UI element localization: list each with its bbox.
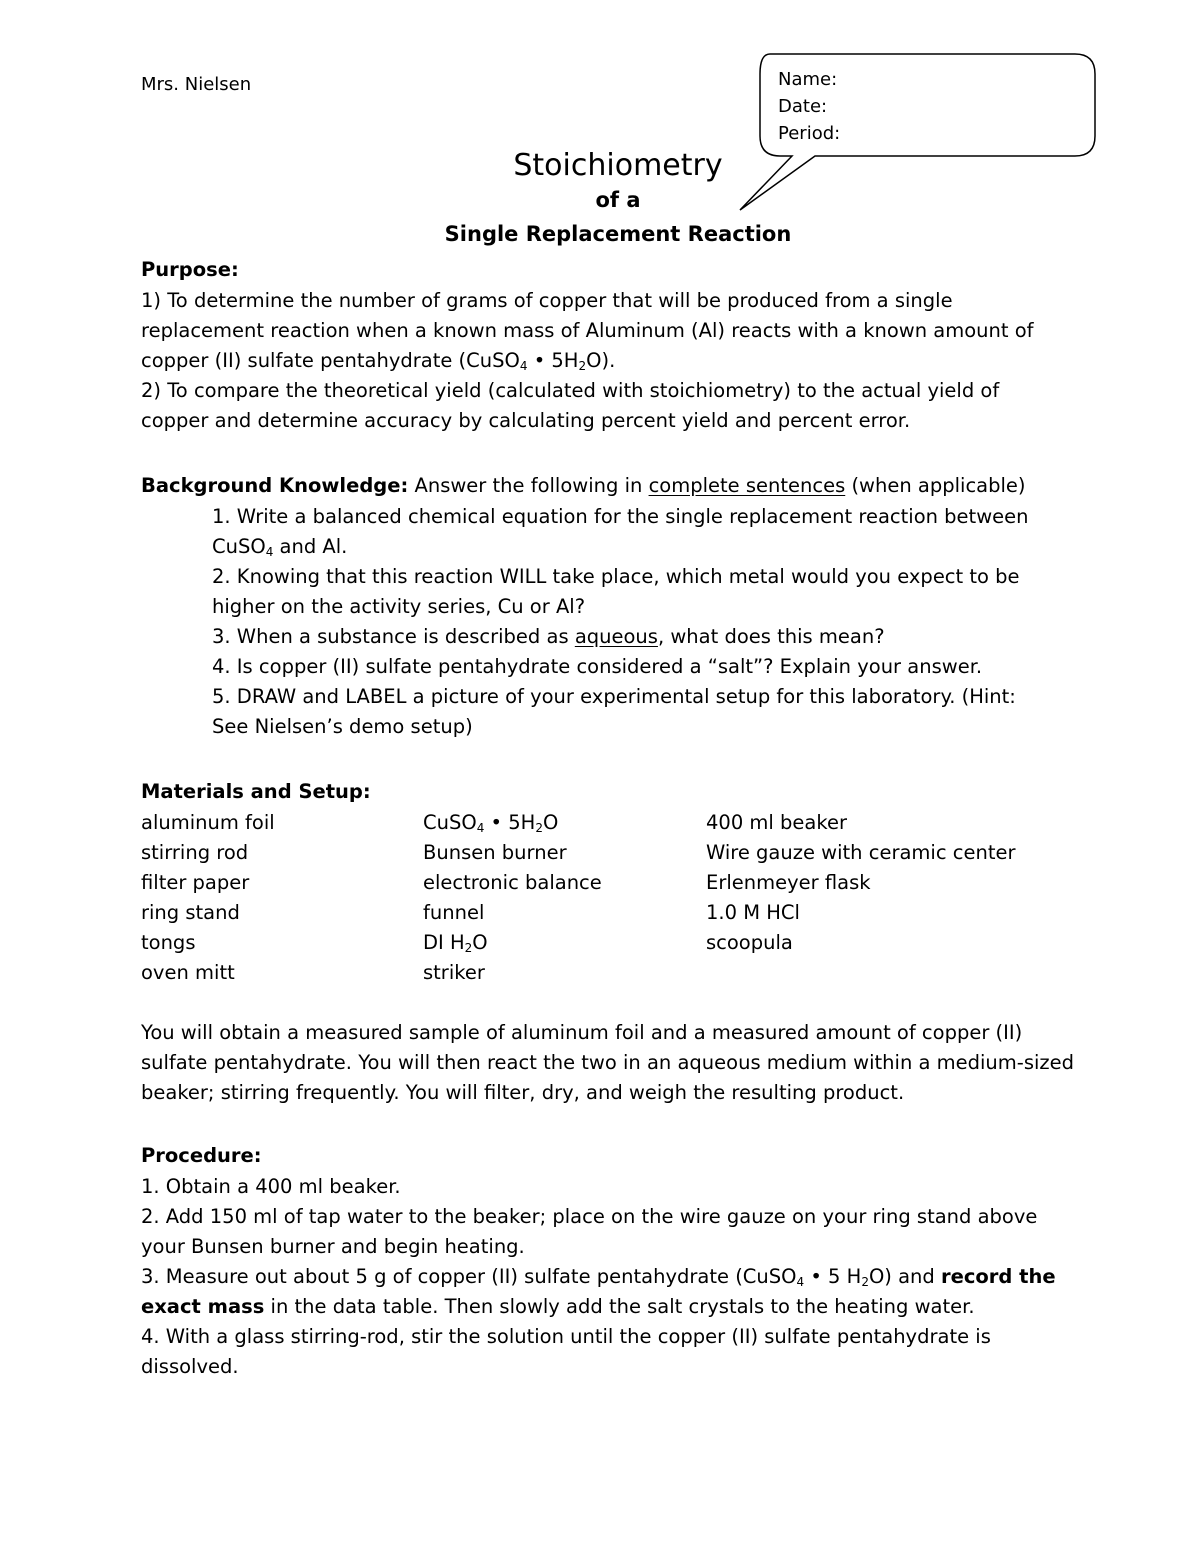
complete-sentences-emphasis: complete sentences — [648, 474, 846, 497]
question-1-line-1: 1. Write a balanced chemical equation for the single replacement reaction between — [212, 505, 1029, 528]
purpose-heading: Purpose: — [141, 258, 239, 281]
material-item: Bunsen burner — [423, 841, 567, 864]
procedure-step-2-line-2: your Bunsen burner and begin heating. — [141, 1235, 525, 1258]
background-intro: Background Knowledge: Answer the following in complete sentences (when applicable) — [141, 474, 1026, 497]
question-2-line-1: 2. Knowing that this reaction WILL take place, which metal would you expect to be — [212, 565, 1020, 588]
question-2-line-2: higher on the activity series, Cu or Al? — [212, 595, 586, 618]
material-item: CuSO$_4$ • $5H_2O$ — [423, 811, 559, 835]
material-item: aluminum foil — [141, 811, 275, 834]
purpose-line-5: copper and determine accuracy by calculating percent yield and percent error. — [141, 409, 911, 432]
background-heading: Background Knowledge: — [141, 474, 409, 497]
student-info-fields — [778, 66, 840, 147]
procedure-step-4-line-1: 4. With a glass stirring-rod, stir the solution until the copper (II) sulfate pentahydrate is — [141, 1325, 991, 1348]
material-item: DI $H_2O$ — [423, 931, 488, 955]
material-item: Erlenmeyer flask — [706, 871, 871, 894]
procedure-step-4-line-2: dissolved. — [141, 1355, 239, 1378]
material-item: stirring rod — [141, 841, 249, 864]
material-item: electronic balance — [423, 871, 602, 894]
material-item: 400 ml beaker — [706, 811, 847, 834]
question-5-line-2: See Nielsen’s demo setup) — [212, 715, 473, 738]
material-item: oven mitt — [141, 961, 235, 984]
purpose-line-4: 2) To compare the theoretical yield (calculated with stoichiometry) to the actual yield of — [141, 379, 1000, 402]
procedure-step-3-line-2: exact mass in the data table. Then slowly add the salt crystals to the heating water. — [141, 1295, 975, 1318]
material-item: filter paper — [141, 871, 250, 894]
teacher-name: Mrs. Nielsen — [141, 74, 252, 95]
subtitle: Single Replacement Reaction — [444, 222, 792, 246]
date-label: Date: — [778, 96, 828, 117]
material-item: 1.0 M HCl — [706, 901, 800, 924]
material-item: ring stand — [141, 901, 240, 924]
material-item: striker — [423, 961, 485, 984]
setup-paragraph-line-1: You will obtain a measured sample of aluminum foil and a measured amount of copper (II) — [141, 1021, 1023, 1044]
procedure-step-1: 1. Obtain a 400 ml beaker. — [141, 1175, 401, 1198]
material-item: funnel — [423, 901, 485, 924]
question-3: 3. When a substance is described as aqueous, what does this mean? — [212, 625, 885, 648]
purpose-line-1: 1) To determine the number of grams of copper that will be produced from a single — [141, 289, 953, 312]
purpose-line-3: copper (II) sulfate pentahydrate (CuSO$_4$ • $5H_2O$). — [141, 349, 616, 373]
setup-paragraph-line-2: sulfate pentahydrate. You will then react the two in an aqueous medium within a medium-sized — [141, 1051, 1075, 1074]
procedure-step-3-line-1: 3. Measure out about 5 g of copper (II) sulfate pentahydrate (CuSO$_4$ • 5 $H_2O$) and record the — [141, 1265, 1056, 1289]
question-1-line-2: CuSO$_4$ and Al. — [212, 535, 348, 559]
setup-paragraph-line-3: beaker; stirring frequently. You will filter, dry, and weigh the resulting product. — [141, 1081, 905, 1104]
page-title: Stoichiometry — [513, 148, 723, 183]
title-of-a: of a — [595, 188, 641, 212]
period-label: Period: — [778, 123, 841, 144]
question-4: 4. Is copper (II) sulfate pentahydrate considered a “salt”? Explain your answer. — [212, 655, 983, 678]
purpose-line-2: replacement reaction when a known mass of Aluminum (Al) reacts with a known amount of — [141, 319, 1034, 342]
question-5-line-1: 5. DRAW and LABEL a picture of your experimental setup for this laboratory. (Hint: — [212, 685, 1016, 708]
material-item: tongs — [141, 931, 196, 954]
material-item: scoopula — [706, 931, 793, 954]
materials-heading: Materials and Setup: — [141, 780, 371, 803]
procedure-step-2-line-1: 2. Add 150 ml of tap water to the beaker; place on the wire gauze on your ring stand above — [141, 1205, 1038, 1228]
material-item: Wire gauze with ceramic center — [706, 841, 1016, 864]
name-label: Name: — [778, 69, 838, 90]
procedure-heading: Procedure: — [141, 1144, 262, 1167]
